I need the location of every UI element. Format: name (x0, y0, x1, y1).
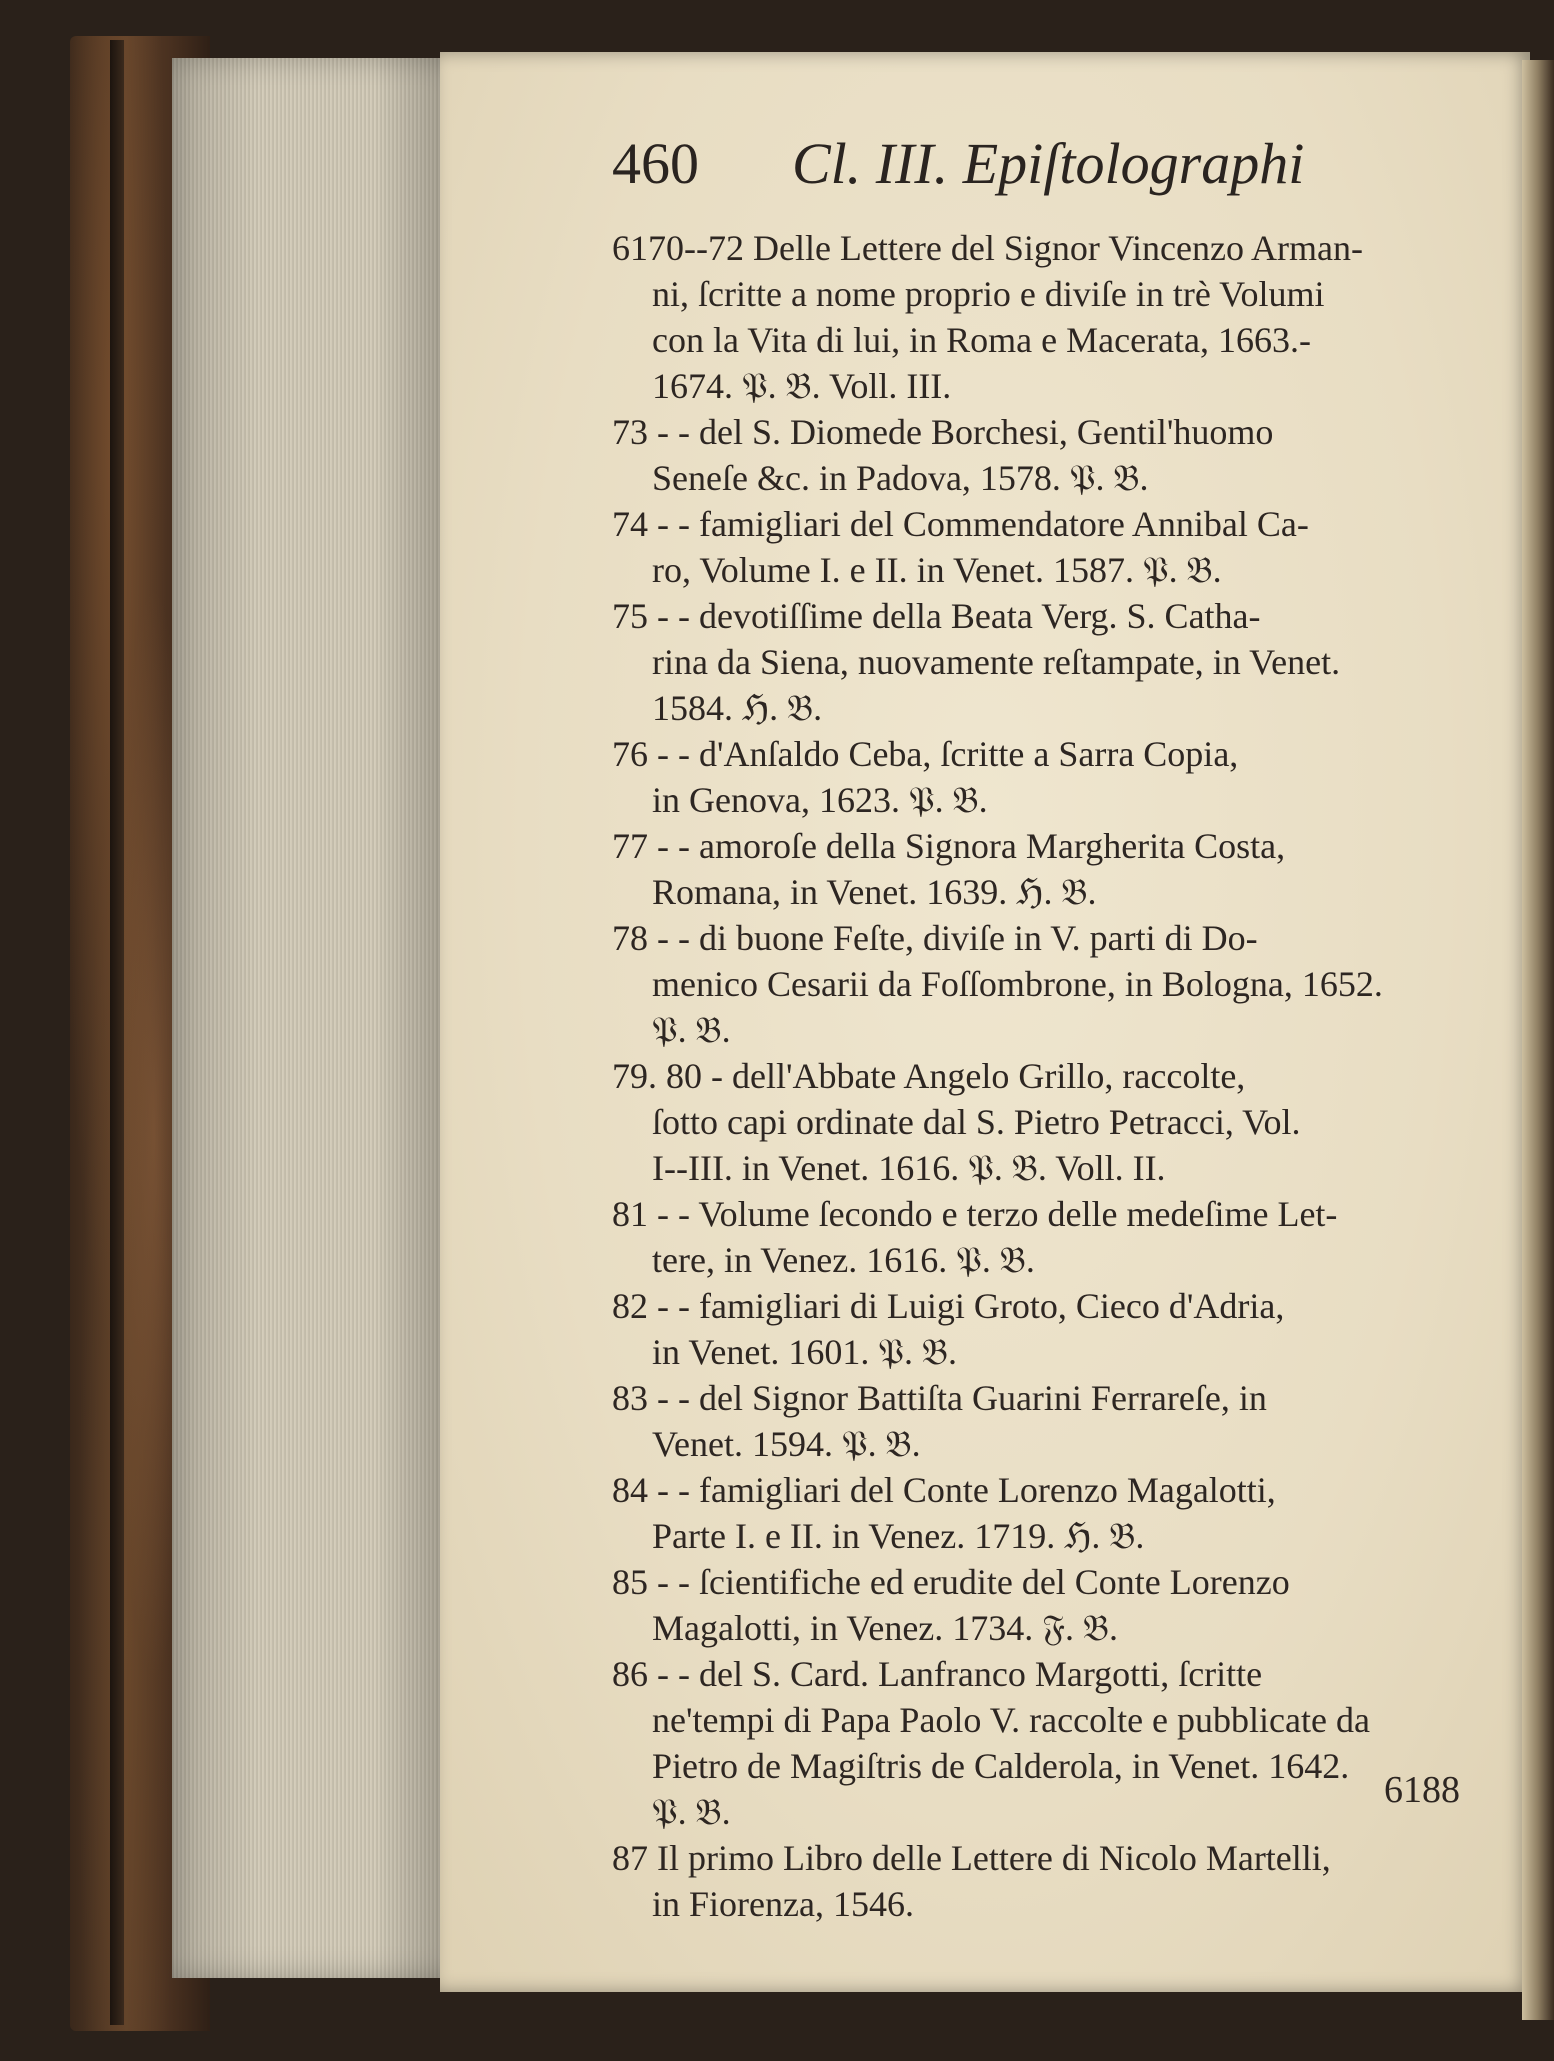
entry-line: 79. 80 - dell'Abbate Angelo Grillo, raccolte, (612, 1056, 1246, 1096)
entry-line: 87 Il primo Libro delle Lettere di Nicolo Martelli, (612, 1838, 1331, 1878)
entry-line: Venet. 1594. 𝔓. 𝔅. (652, 1424, 921, 1464)
catalog-entry (612, 225, 1464, 409)
catalog-entry (612, 1375, 1464, 1467)
entry-line: Magalotti, in Venez. 1734. 𝔉. 𝔅. (652, 1608, 1119, 1648)
catalog-entry (612, 1559, 1464, 1651)
page-block-edges (172, 58, 462, 1978)
catalog-entry (612, 1191, 1464, 1283)
entry-line: ni, ſcritte a nome proprio e diviſe in trè Volumi (652, 274, 1325, 314)
entry-line: 76 - - d'Anſaldo Ceba, ſcritte a Sarra Copia, (612, 734, 1239, 774)
catalog-entries (612, 225, 1464, 1927)
cover-edge (110, 40, 124, 2025)
catalog-entry (612, 1283, 1464, 1375)
catalog-entry (612, 501, 1464, 593)
catalog-entry (612, 409, 1464, 501)
entry-line: 73 - - del S. Diomede Borchesi, Gentil'huomo (612, 412, 1274, 452)
catalog-entry (612, 1053, 1464, 1191)
entry-line: rina da Siena, nuovamente reſtampate, in Venet. (652, 642, 1341, 682)
entry-line: Pietro de Magiſtris de Calderola, in Venet. 1642. (652, 1746, 1350, 1786)
entry-line: Seneſe &c. in Padova, 1578. 𝔓. 𝔅. (652, 458, 1149, 498)
entry-line: tere, in Venez. 1616. 𝔓. 𝔅. (652, 1240, 1035, 1280)
catalog-entry (612, 1467, 1464, 1559)
entry-line: 82 - - famigliari di Luigi Groto, Cieco d'Adria, (612, 1286, 1285, 1326)
entry-line: Parte I. e II. in Venez. 1719. ℌ. 𝔅. (652, 1516, 1145, 1556)
entry-line: 85 - - ſcientifiche ed erudite del Conte Lorenzo (612, 1562, 1290, 1602)
entry-line: 1674. 𝔓. 𝔅. Voll. III. (652, 366, 952, 406)
entry-line: ne'tempi di Papa Paolo V. raccolte e pubblicate da (652, 1700, 1370, 1740)
entry-line: ſotto capi ordinate dal S. Pietro Petracci, Vol. (652, 1102, 1301, 1142)
entry-line: con la Vita di lui, in Roma e Macerata, 1663.- (652, 320, 1311, 360)
catalog-entry (612, 915, 1464, 1053)
entry-line: 78 - - di buone Feſte, diviſe in V. parti di Do- (612, 918, 1258, 958)
entry-line: 75 - - devotiſſime della Beata Verg. S. Catha- (612, 596, 1261, 636)
page-header (612, 130, 1512, 200)
facing-page-edge (1522, 60, 1554, 2020)
catalog-entry (612, 731, 1464, 823)
catalog-entry (612, 1651, 1464, 1835)
entry-line: menico Cesarii da Foſſombrone, in Bologna, 1652. (652, 964, 1383, 1004)
entry-line: I--III. in Venet. 1616. 𝔓. 𝔅. Voll. II. (652, 1148, 1166, 1188)
entry-line: 6170--72 Delle Lettere del Signor Vincenzo Arman- (612, 228, 1363, 268)
entry-line: in Genova, 1623. 𝔓. 𝔅. (652, 780, 988, 820)
entry-line: ro, Volume I. e II. in Venet. 1587. 𝔓. 𝔅. (652, 550, 1222, 590)
catchword: 6188 (1384, 1769, 1460, 1811)
entry-line: 74 - - famigliari del Commendatore Annibal Ca- (612, 504, 1309, 544)
entry-line: in Venet. 1601. 𝔓. 𝔅. (652, 1332, 957, 1372)
running-title: Cl. III. Epiſtolographi (792, 131, 1305, 196)
entry-line: 1584. ℌ. 𝔅. (652, 688, 823, 728)
entry-line: 81 - - Volume ſecondo e terzo delle medeſime Let- (612, 1194, 1338, 1234)
entry-line: in Fiorenza, 1546. (652, 1884, 914, 1924)
entry-line: 84 - - famigliari del Conte Lorenzo Magalotti, (612, 1470, 1276, 1510)
entry-line: 86 - - del S. Card. Lanfranco Margotti, ſcritte (612, 1654, 1263, 1694)
catalog-entry (612, 593, 1464, 731)
catalog-entry (612, 1835, 1464, 1927)
entry-line: 77 - - amoroſe della Signora Margherita Costa, (612, 826, 1286, 866)
page-number: 460 (612, 131, 699, 196)
catalog-entry (612, 823, 1464, 915)
entry-line: 𝔓. 𝔅. (652, 1010, 731, 1050)
entry-line: 83 - - del Signor Battiſta Guarini Ferrareſe, in (612, 1378, 1267, 1418)
entry-line: 𝔓. 𝔅. (652, 1792, 731, 1832)
entry-line: Romana, in Venet. 1639. ℌ. 𝔅. (652, 872, 1097, 912)
